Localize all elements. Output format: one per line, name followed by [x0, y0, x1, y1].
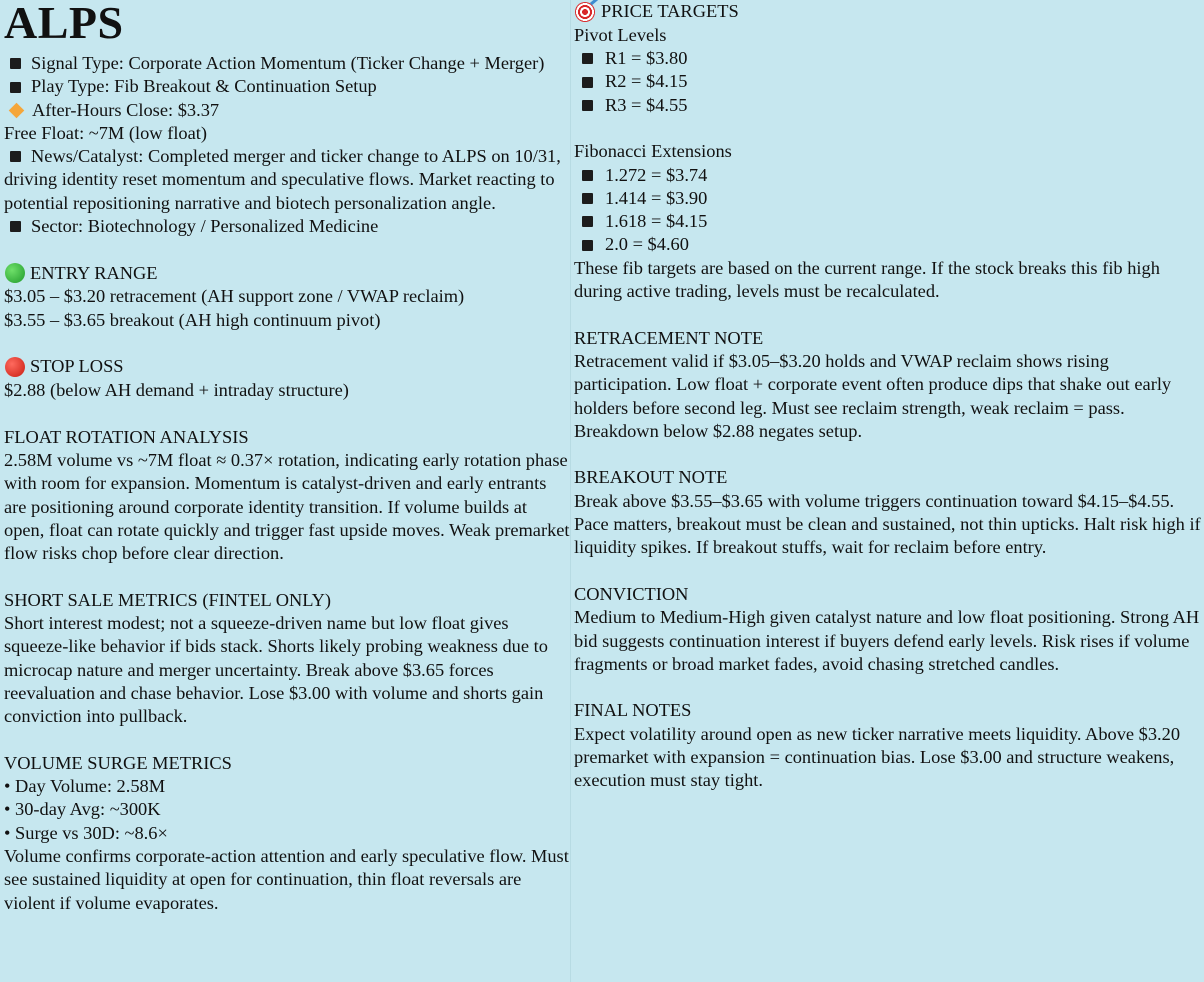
red-circle-icon — [5, 357, 25, 377]
bullseye-icon — [575, 2, 595, 22]
volume-surge-heading: VOLUME SURGE METRICS — [4, 752, 232, 773]
square-bullet-icon — [10, 221, 21, 232]
entry-range-heading: ENTRY RANGE — [4, 262, 570, 286]
conviction-body: Medium to Medium-High given catalyst nature and low float positioning. Strong AH bid suggests continuation interest if buyers defend early levels. Risk rises if volume fragments or broad market fades, avoid chasing stretched candles. — [574, 607, 1200, 674]
final-notes-heading: FINAL NOTES — [574, 700, 692, 721]
signal-type-line: Signal Type: Corporate Action Momentum (Ticker Change + Merger) — [4, 52, 570, 75]
fib-level-item: 1.272 = $3.74 — [574, 164, 1202, 187]
retracement-heading: RETRACEMENT NOTE — [574, 327, 764, 348]
right-column — [574, 0, 1202, 793]
price-targets-heading: PRICE TARGETS — [574, 0, 1202, 24]
conviction-heading: CONVICTION — [574, 583, 689, 604]
news-catalyst-line: News/Catalyst: Completed merger and ticker change to ALPS on 10/31, driving identity reset momentum and speculative flows. Market reacting to potential repositioning narrative and biotech personalization angle. — [4, 146, 561, 213]
left-column — [4, 0, 570, 915]
play-type-line: Play Type: Fib Breakout & Continuation Setup — [4, 75, 570, 98]
stop-loss-line: $2.88 (below AH demand + intraday structure) — [4, 380, 349, 401]
column-divider — [570, 0, 571, 982]
fib-extensions-heading: Fibonacci Extensions — [574, 141, 732, 162]
square-bullet-icon — [582, 216, 593, 227]
pivot-level-item: R1 = $3.80 — [574, 47, 1202, 70]
square-bullet-icon — [10, 151, 21, 162]
short-sale-heading: SHORT SALE METRICS (FINTEL ONLY) — [4, 589, 332, 610]
square-bullet-icon — [582, 193, 593, 204]
short-sale-body: Short interest modest; not a squeeze-driven name but low float gives squeeze-like behavior if bids stack. Shorts likely probing weakness due to microcap nature and merger uncertainty. Break above $3.65 forces reevaluation and chase behavior. Lose $3.00 with volume and shorts gain conviction into pullback. — [4, 613, 548, 727]
square-bullet-icon — [10, 58, 21, 69]
volume-bullet: • Surge vs 30D: ~8.6× — [4, 822, 168, 843]
after-hours-close-line: After-Hours Close: $3.37 — [4, 99, 570, 122]
volume-surge-body: Volume confirms corporate-action attention and early speculative flow. Must see sustained liquidity at open for continuation, thin float reversals are violent if volume evaporates. — [4, 846, 569, 913]
volume-bullet: • 30-day Avg: ~300K — [4, 799, 161, 820]
stop-loss-heading: STOP LOSS — [4, 355, 570, 379]
square-bullet-icon — [582, 170, 593, 181]
float-rotation-heading: FLOAT ROTATION ANALYSIS — [4, 426, 249, 447]
entry-line-1: $3.05 – $3.20 retracement (AH support zone / VWAP reclaim) — [4, 286, 465, 307]
entry-line-2: $3.55 – $3.65 breakout (AH high continuum pivot) — [4, 309, 381, 330]
fib-level-item: 1.414 = $3.90 — [574, 187, 1202, 210]
pivot-levels-heading: Pivot Levels — [574, 24, 667, 45]
breakout-heading: BREAKOUT NOTE — [574, 467, 728, 488]
square-bullet-icon — [582, 53, 593, 64]
square-bullet-icon — [10, 82, 21, 93]
fib-level-item: 2.0 = $4.60 — [574, 233, 1202, 256]
fib-level-item: 1.618 = $4.15 — [574, 210, 1202, 233]
free-float-line: Free Float: ~7M (low float) — [4, 122, 208, 143]
square-bullet-icon — [582, 240, 593, 251]
ticker-title: ALPS — [4, 0, 124, 48]
breakout-body: Break above $3.55–$3.65 with volume triggers continuation toward $4.15–$4.55. Pace matters, breakout must be clean and sustained, not thin upticks. Halt risk high if liquidity spikes. If breakout stuffs, wait for reclaim before entry. — [574, 490, 1201, 558]
retracement-body: Retracement valid if $3.05–$3.20 holds and VWAP reclaim shows rising participation. Low float + corporate event often produce dips that shake out early holders before second leg. Must see reclaim strength, weak reclaim = pass. Breakdown below $2.88 negates setup. — [574, 350, 1172, 441]
final-notes-body: Expect volatility around open as new ticker narrative meets liquidity. Above $3.20 premarket with expansion = continuation bias. Lose $3.00 and structure weakens, execution must stay tight. — [574, 723, 1181, 791]
pivot-level-item: R3 = $4.55 — [574, 94, 1202, 117]
sector-line: Sector: Biotechnology / Personalized Medicine — [4, 215, 570, 238]
square-bullet-icon — [582, 100, 593, 111]
fib-note: These fib targets are based on the current range. If the stock breaks this fib high during active trading, levels must be recalculated. — [574, 257, 1160, 302]
square-bullet-icon — [582, 77, 593, 88]
green-circle-icon — [5, 263, 25, 283]
pivot-level-item: R2 = $4.15 — [574, 70, 1202, 93]
orange-diamond-icon — [9, 103, 25, 119]
float-rotation-body: 2.58M volume vs ~7M float ≈ 0.37× rotation, indicating early rotation phase with room for expansion. Momentum is catalyst-driven and early entrants are positioning around corporate identity transition. If volume builds at open, float can rotate quickly and trigger fast upside moves. Weak premarket flow risks chop before clear direction. — [4, 450, 570, 564]
volume-bullet: • Day Volume: 2.58M — [4, 776, 166, 797]
